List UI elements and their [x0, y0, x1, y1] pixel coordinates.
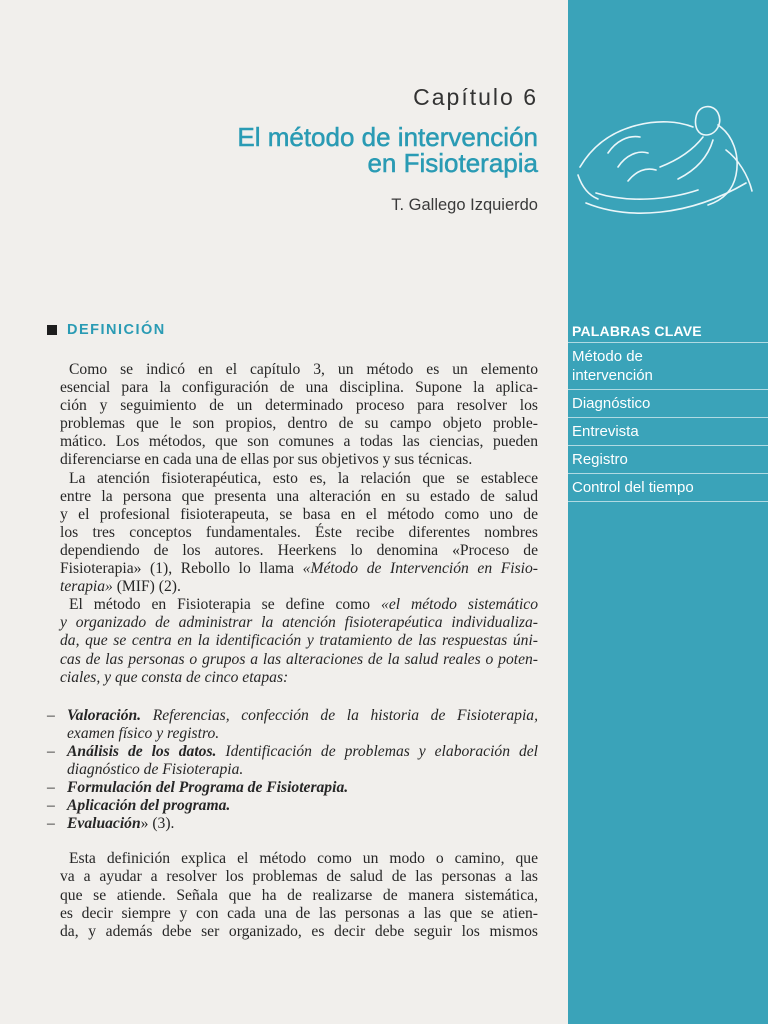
- keyword-label: Entrevista: [572, 423, 639, 440]
- italic-text-run: Referencias, confección de la historia de Fisioterapia,: [141, 706, 538, 724]
- keywords-box: [568, 320, 768, 502]
- text-run: va a ayudar a resolver los problemas de salud de las personas a las: [60, 868, 538, 886]
- keyword-item: [568, 474, 768, 502]
- text-line: [60, 542, 538, 560]
- text-line: [60, 451, 538, 469]
- paragraph: [60, 850, 538, 940]
- text-line: [60, 433, 538, 451]
- text-run: » (3).: [140, 815, 175, 833]
- text-run: (MIF) (2).: [112, 578, 181, 596]
- bold-italic-text-run: Evaluación: [67, 815, 141, 833]
- text-line: [60, 614, 538, 632]
- text-line: [47, 706, 538, 725]
- text-line: [60, 923, 538, 941]
- keyword-item: [568, 390, 768, 418]
- keywords-sidebar: [568, 0, 768, 1024]
- chapter-title-line: El método de intervención: [237, 122, 538, 152]
- italic-text-run: Identificación de problemas y elaboración del: [216, 742, 538, 760]
- text-line: [60, 361, 538, 379]
- text-line: [60, 578, 538, 596]
- text-line: [60, 470, 538, 488]
- text-line: [60, 506, 538, 524]
- chapter-title-line: en Fisioterapia: [367, 148, 538, 178]
- italic-text-run: terapia»: [60, 578, 113, 596]
- text-line: [60, 905, 538, 923]
- text-run: esencial para la configuración de una disciplina. Supone la aplica-: [60, 379, 538, 397]
- list-dash: –: [47, 815, 55, 833]
- list-dash: –: [47, 706, 55, 724]
- chapter-number: Capítulo 6: [413, 84, 538, 110]
- text-run: Esta definición explica el método como un modo o camino, que: [69, 850, 538, 868]
- text-line: [47, 779, 538, 797]
- hands-illustration: [568, 95, 768, 225]
- text-line: [47, 815, 538, 833]
- author-name: T. Gallego Izquierdo: [391, 196, 538, 214]
- keyword-item: [568, 418, 768, 446]
- list-item: [47, 815, 538, 833]
- chapter-title: [237, 124, 538, 176]
- text-line: [60, 868, 538, 886]
- text-line: [60, 524, 538, 542]
- keyword-label: Método de intervención: [572, 348, 653, 384]
- bold-italic-text-run: Formulación del Programa de Fisioterapia.: [67, 779, 349, 797]
- text-run: El método en Fisioterapia se define como: [69, 596, 382, 614]
- text-run: diferenciarse en cada una de ellas por sus objetivos y sus técnicas.: [60, 451, 473, 469]
- keyword-label: Registro: [572, 451, 628, 468]
- italic-text-run: «Método de Intervención en Fisio-: [302, 560, 538, 578]
- list-item: [47, 706, 538, 743]
- italic-text-run: ciales, y que consta de cinco etapas:: [60, 668, 289, 686]
- list-dash: –: [47, 742, 55, 760]
- text-run: entre la persona que presenta una alteración en su estado de salud: [60, 487, 538, 505]
- italic-text-run: examen físico y registro.: [67, 724, 220, 742]
- keyword-label: Control del tiempo: [572, 479, 694, 496]
- paragraph: [60, 596, 538, 686]
- text-run: mático. Los métodos, que son comunes a todas las ciencias, pueden: [60, 433, 538, 451]
- text-run: Fisioterapia» (1), Rebollo lo llama: [60, 560, 303, 578]
- list-item: [47, 742, 538, 779]
- keyword-item: [568, 446, 768, 474]
- paragraph: [60, 470, 538, 597]
- bold-italic-text-run: Valoración.: [67, 706, 142, 724]
- text-line: [60, 596, 538, 614]
- paragraph: [60, 361, 538, 470]
- text-run: Como se indicó en el capítulo 3, un método es un elemento: [69, 361, 538, 378]
- text-line: [60, 651, 538, 669]
- text-run: ción y seguimiento de un determinado proceso para resolver los: [60, 397, 538, 415]
- list-item: [47, 779, 538, 797]
- text-run: problemas que le son propios, dentro de su campo objeto proble-: [60, 415, 538, 433]
- text-line: [60, 887, 538, 905]
- text-run: y el profesional fisioterapeuta, se basa en el método como uno de: [60, 505, 538, 523]
- italic-text-run: y organizado de administrar la atención fisioterapéutica individualiza-: [60, 614, 538, 632]
- body-text: [47, 361, 538, 941]
- keyword-label: Diagnóstico: [572, 395, 651, 412]
- text-line: [60, 488, 538, 506]
- text-run: que se atiende. Señala que ha de realizarse de manera sistemática,: [60, 886, 538, 904]
- text-line: [60, 397, 538, 415]
- list-dash: –: [47, 779, 55, 797]
- text-line: [47, 742, 538, 761]
- text-run: los tres conceptos fundamentales. Éste recibe diferentes nombres: [60, 523, 538, 541]
- text-run: La atención fisioterapéutica, esto es, la relación que se establece: [69, 469, 538, 487]
- text-line: [67, 725, 538, 743]
- keyword-item: [568, 343, 768, 390]
- text-line: [60, 669, 538, 687]
- keywords-heading: PALABRAS CLAVE: [568, 320, 768, 343]
- italic-text-run: da, que se centra en la identificación y tratamiento de las respuestas úni-: [60, 632, 538, 650]
- list-item: [47, 797, 538, 815]
- list-dash: –: [47, 797, 55, 815]
- italic-text-run: diagnóstico de Fisioterapia.: [67, 760, 244, 778]
- text-line: [60, 560, 538, 578]
- bold-italic-text-run: Análisis de los datos.: [67, 742, 217, 760]
- text-line: [60, 632, 538, 650]
- black-square-icon: [47, 325, 57, 335]
- italic-text-run: cas de las personas o grupos a las alteraciones de la salud reales o poten-: [60, 650, 538, 668]
- section-heading: DEFINICIÓN: [67, 322, 166, 338]
- text-line: [67, 761, 538, 779]
- stages-list: [47, 706, 538, 834]
- text-line: [60, 415, 538, 433]
- text-run: dependiendo de los autores. Heerkens lo denomina «Proceso de: [60, 541, 538, 559]
- bold-italic-text-run: Aplicación del programa.: [67, 797, 231, 815]
- italic-text-run: «el método sistemático: [381, 596, 538, 614]
- text-run: da, y además debe ser organizado, es decir debe seguir los mismos: [60, 922, 538, 940]
- text-line: [60, 379, 538, 397]
- text-line: [47, 797, 538, 815]
- text-run: es decir siempre y con cada una de las personas a las que se atien-: [60, 904, 538, 922]
- text-line: [60, 850, 538, 868]
